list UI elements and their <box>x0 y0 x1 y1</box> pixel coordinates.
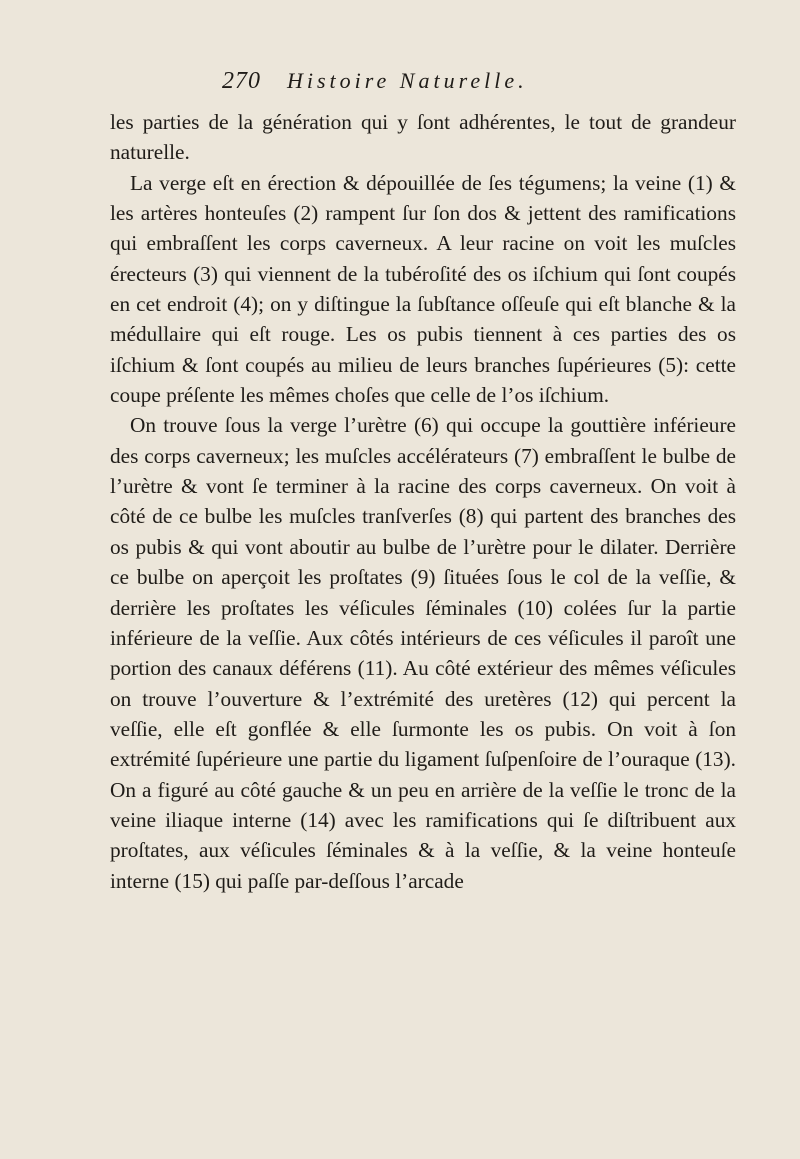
running-title: Histoire Naturelle. <box>287 68 528 93</box>
paragraph-continuation: les parties de la génération qui y ſont adhérentes, le tout de grandeur naturelle. <box>110 110 736 165</box>
page-header <box>222 68 528 95</box>
page-number: 270 <box>222 68 261 94</box>
paragraph-verge: La verge eſt en érection & dépouillée de ſes tégumens; la veine (1) & les artères honteuſes (2) rampent ſur ſon dos & jettent des ramifications qui embraſſent les corps caverneux. A leur racine on voit les muſcles érecteurs (3) qui viennent de la tubéroſité des os iſchium qui ſont coupés en cet endroit (4); on y diſtingue la ſubſtance oſſeuſe qui eſt blanche & la médullaire qui eſt rouge. Les os pubis tiennent à ces parties des os iſchium & ſont coupés au milieu de leurs branches ſupérieures (5): cette coupe préſente les mêmes choſes que celle de l’os iſchium. <box>110 170 736 408</box>
body-text <box>110 107 736 896</box>
paragraph-uretre: On trouve ſous la verge l’urètre (6) qui occupe la gouttière inférieure des corps caverneux; les muſcles accélérateurs (7) embraſſent le bulbe de l’urètre & vont ſe terminer à la racine des corps caverneux. On voit à côté de ce bulbe les muſcles tranſverſes (8) qui partent des branches des os pubis & qui vont aboutir au bulbe de l’urètre pour le dilater. Derrière ce bulbe on aperçoit les proſtates (9) ſituées ſous le col de la veſſie, & derrière les proſtates les véſicules ſéminales (10) colées ſur la partie inférieure de la veſſie. Aux côtés intérieurs de ces véſicules il paroît une portion des canaux déférens (11). Au côté extérieur des mêmes véſicules on trouve l’ouverture & l’extrémité des uretères (12) qui percent la veſſie, elle eſt gonflée & elle ſurmonte les os pubis. On voit à ſon extrémité ſupérieure une partie du ligament ſuſpenſoire de l’ouraque (13). On a figuré au côté gauche & un peu en arrière de la veſſie le tronc de la veine iliaque interne (14) avec les ramifications qui ſe diſtribuent aux proſtates, aux véſicules ſéminales & à la veſſie, & la veine honteuſe interne (15) qui paſſe par-deſſous l’arcade <box>110 413 736 893</box>
